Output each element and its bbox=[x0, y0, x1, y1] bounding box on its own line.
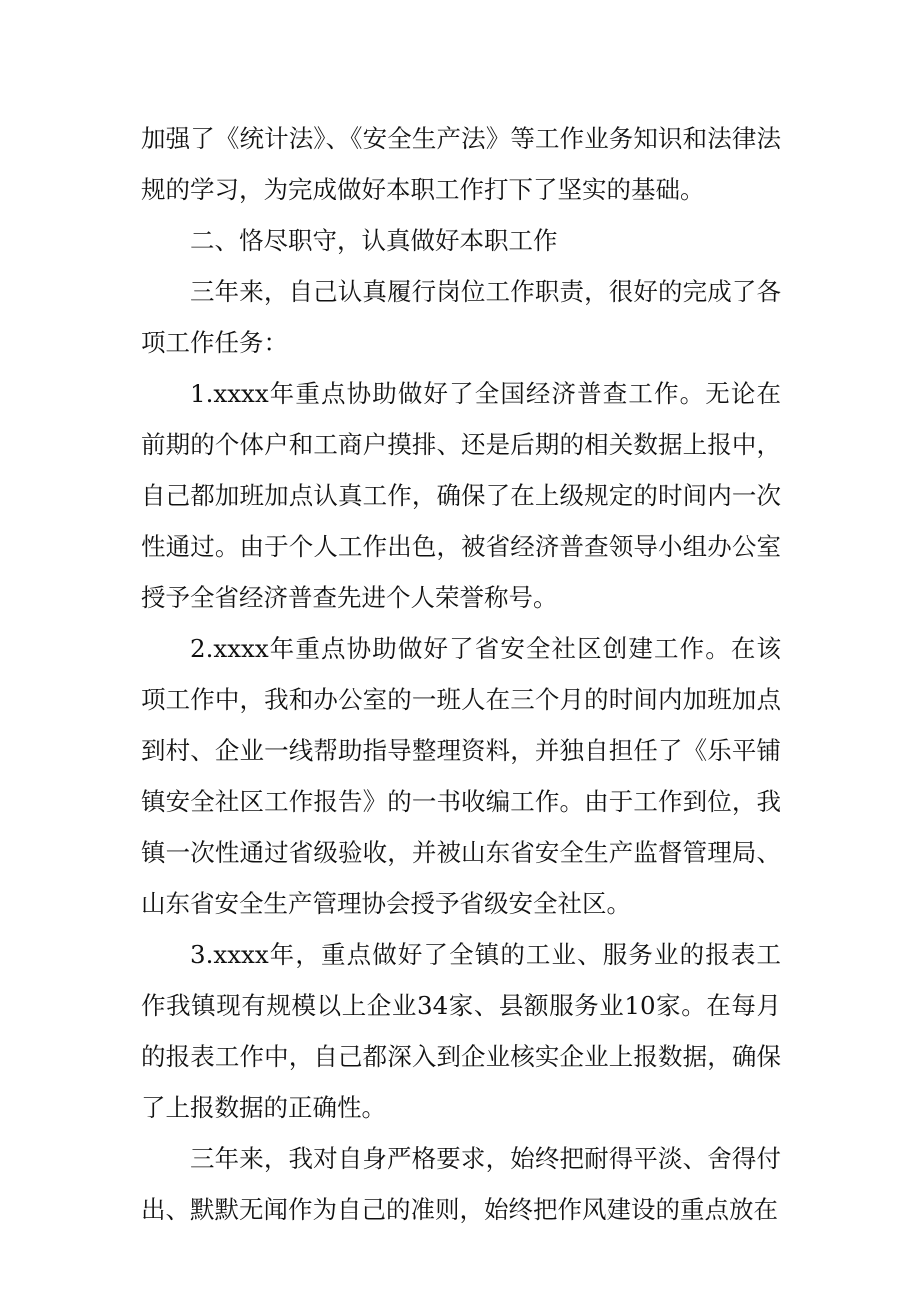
paragraph-item-1: 1.xxxx年重点协助做好了全国经济普查工作。无论在前期的个体户和工商户摸排、还是后期的相关数据上报中，自己都加班加点认真工作，确保了在上级规定的时间内一次性通过。由于个人工作出色，被省经济普查领导小组办公室授予全省经济普查先进个人荣誉称号。 bbox=[141, 379, 781, 612]
document-body bbox=[141, 113, 781, 1235]
paragraph-item-2: 2.xxxx年重点协助做好了省安全社区创建工作。在该项工作中，我和办公室的一班人在三个月的时间内加班加点到村、企业一线帮助指导整理资料，并独自担任了《乐平铺镇安全社区工作报告》的一书收编工作。由于工作到位，我镇一次性通过省级验收，并被山东省安全生产监督管理局、山东省安全生产管理协会授予省级安全社区。 bbox=[141, 634, 781, 918]
paragraph-item-3: 3.xxxx年，重点做好了全镇的工业、服务业的报表工作我镇现有规模以上企业34家、县额服务业10家。在每月的报表工作中，自己都深入到企业核实企业上报数据，确保了上报数据的正确性。 bbox=[141, 940, 781, 1122]
section-heading: 二、恪尽职守，认真做好本职工作 bbox=[190, 226, 558, 255]
paragraph-intro: 三年来，自己认真履行岗位工作职责，很好的完成了各项工作任务： bbox=[141, 277, 781, 357]
paragraph-summary: 三年来，我对自身严格要求，始终把耐得平淡、舍得付出、默默无闻作为自己的准则，始终把作风建设的重点放在 bbox=[141, 1144, 781, 1224]
paragraph-continuation: 加强了《统计法》、《安全生产法》等工作业务知识和法律法规的学习，为完成做好本职工作打下了坚实的基础。 bbox=[141, 124, 781, 204]
